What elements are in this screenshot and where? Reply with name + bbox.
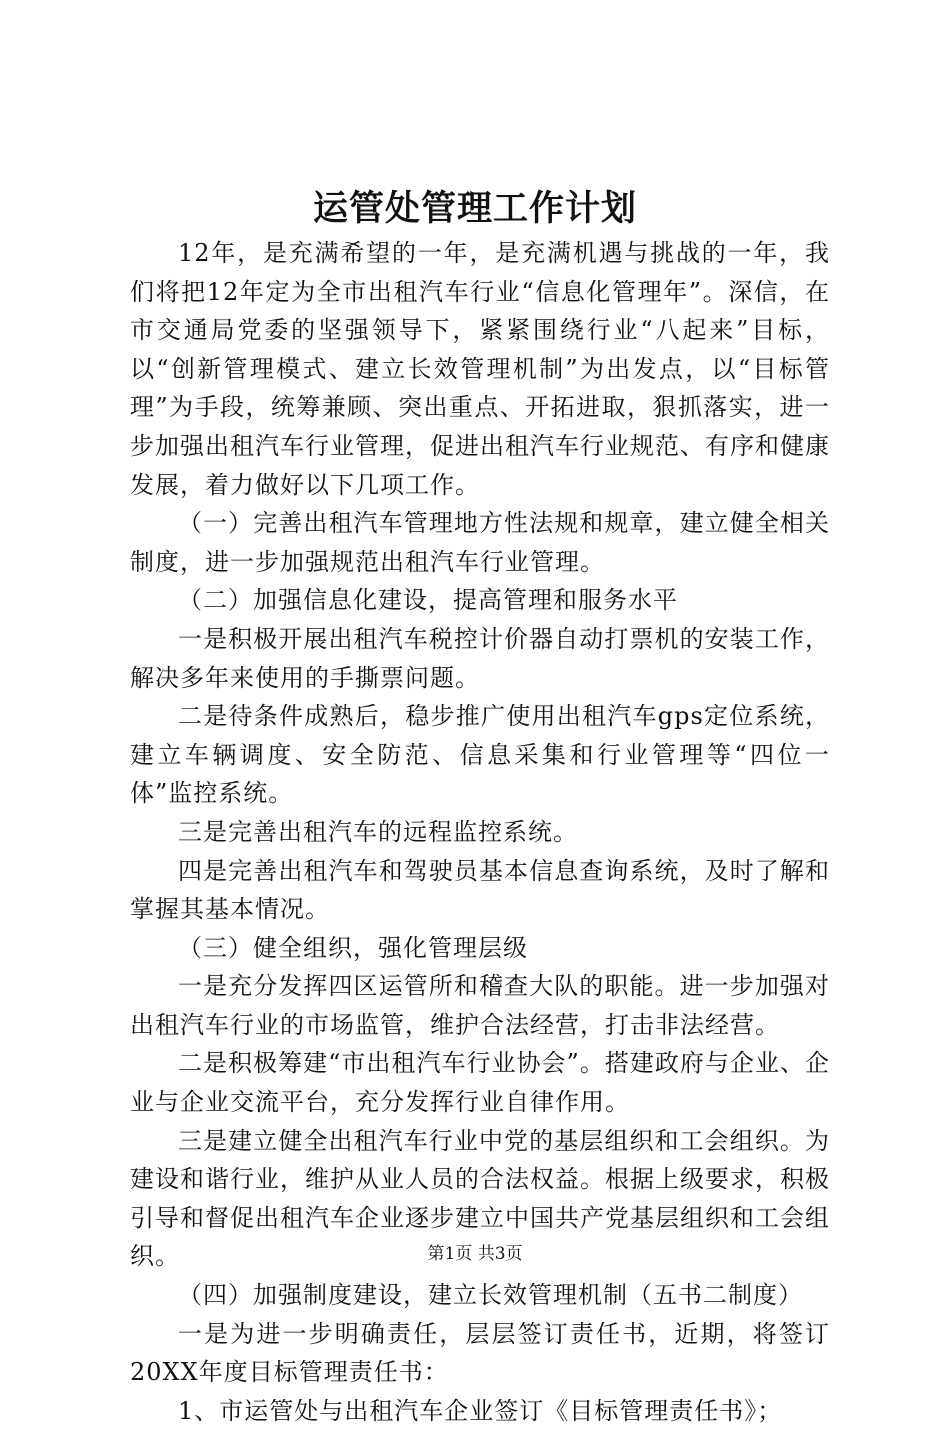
paragraph-section-1: （一）完善出租汽车管理地方性法规和规章，建立健全相关制度，进一步加强规范出租汽车行业管理。: [130, 509, 830, 576]
paragraph-section-2-item-3: 三是完善出租汽车的远程监控系统。: [178, 817, 578, 846]
paragraph-section-3-item-1: 一是充分发挥四区运管所和稽查大队的职能。进一步加强对出租汽车行业的市场监管，维护合法经营，打击非法经营。: [130, 972, 830, 1039]
paragraph-section-2-heading: （二）加强信息化建设，提高管理和服务水平: [178, 586, 678, 615]
paragraph-section-3-heading: （三）健全组织，强化管理层级: [178, 933, 528, 962]
paragraph-section-3-item-2: 二是积极筹建“市出租汽车行业协会”。搭建政府与企业、企业与企业交流平台，充分发挥行业自律作用。: [130, 1049, 830, 1117]
paragraph-intro: 12年，是充满希望的一年，是充满机遇与挑战的一年，我们将把12年定为全市出租汽车行业“信息化管理年”。深信，在市交通局党委的坚强领导下，紧紧围绕行业“八起来”目标，以“创新管理模式、建立长效管理机制”为出发点，以“目标管理”为手段，统筹兼顾、突出重点、开拓进取，狠抓落实，进一步加强出租汽车行业管理，促进出租汽车行业规范、有序和健康发展，着力做好以下几项工作。: [130, 239, 830, 499]
paragraph-section-2-item-1: 一是积极开展出租汽车税控计价器自动打票机的安装工作，解决多年来使用的手撕票问题。: [130, 624, 830, 692]
paragraph-section-2-item-4: 四是完善出租汽车和驾驶员基本信息查询系统，及时了解和掌握其基本情况。: [130, 856, 830, 924]
document-title: 运管处管理工作计划: [312, 188, 637, 229]
paragraph-section-2-item-2: 二是待条件成熟后，稳步推广使用出租汽车gps定位系统，建立车辆调度、安全防范、信息采集和行业管理等“四位一体”监控系统。: [130, 702, 830, 808]
paragraph-section-3-item-3: 三是建立健全出租汽车行业中党的基层组织和工会组织。为建设和谐行业，维护从业人员的合法权益。根据上级要求，积极引导和督促出租汽车企业逐步建立中国共产党基层组织和工会组织。: [130, 1126, 830, 1271]
paragraph-section-4-heading: （四）加强制度建设，建立长效管理机制（五书二制度）: [178, 1281, 803, 1310]
paragraph-section-4-item-1: 一是为进一步明确责任，层层签订责任书，近期，将签订20XX年度目标管理责任书：: [130, 1319, 830, 1387]
page-footer: 第1页 共3页: [427, 1244, 523, 1264]
paragraph-list-item-1: 1、市运管处与出租汽车企业签订《目标管理责任书》；: [178, 1396, 783, 1425]
